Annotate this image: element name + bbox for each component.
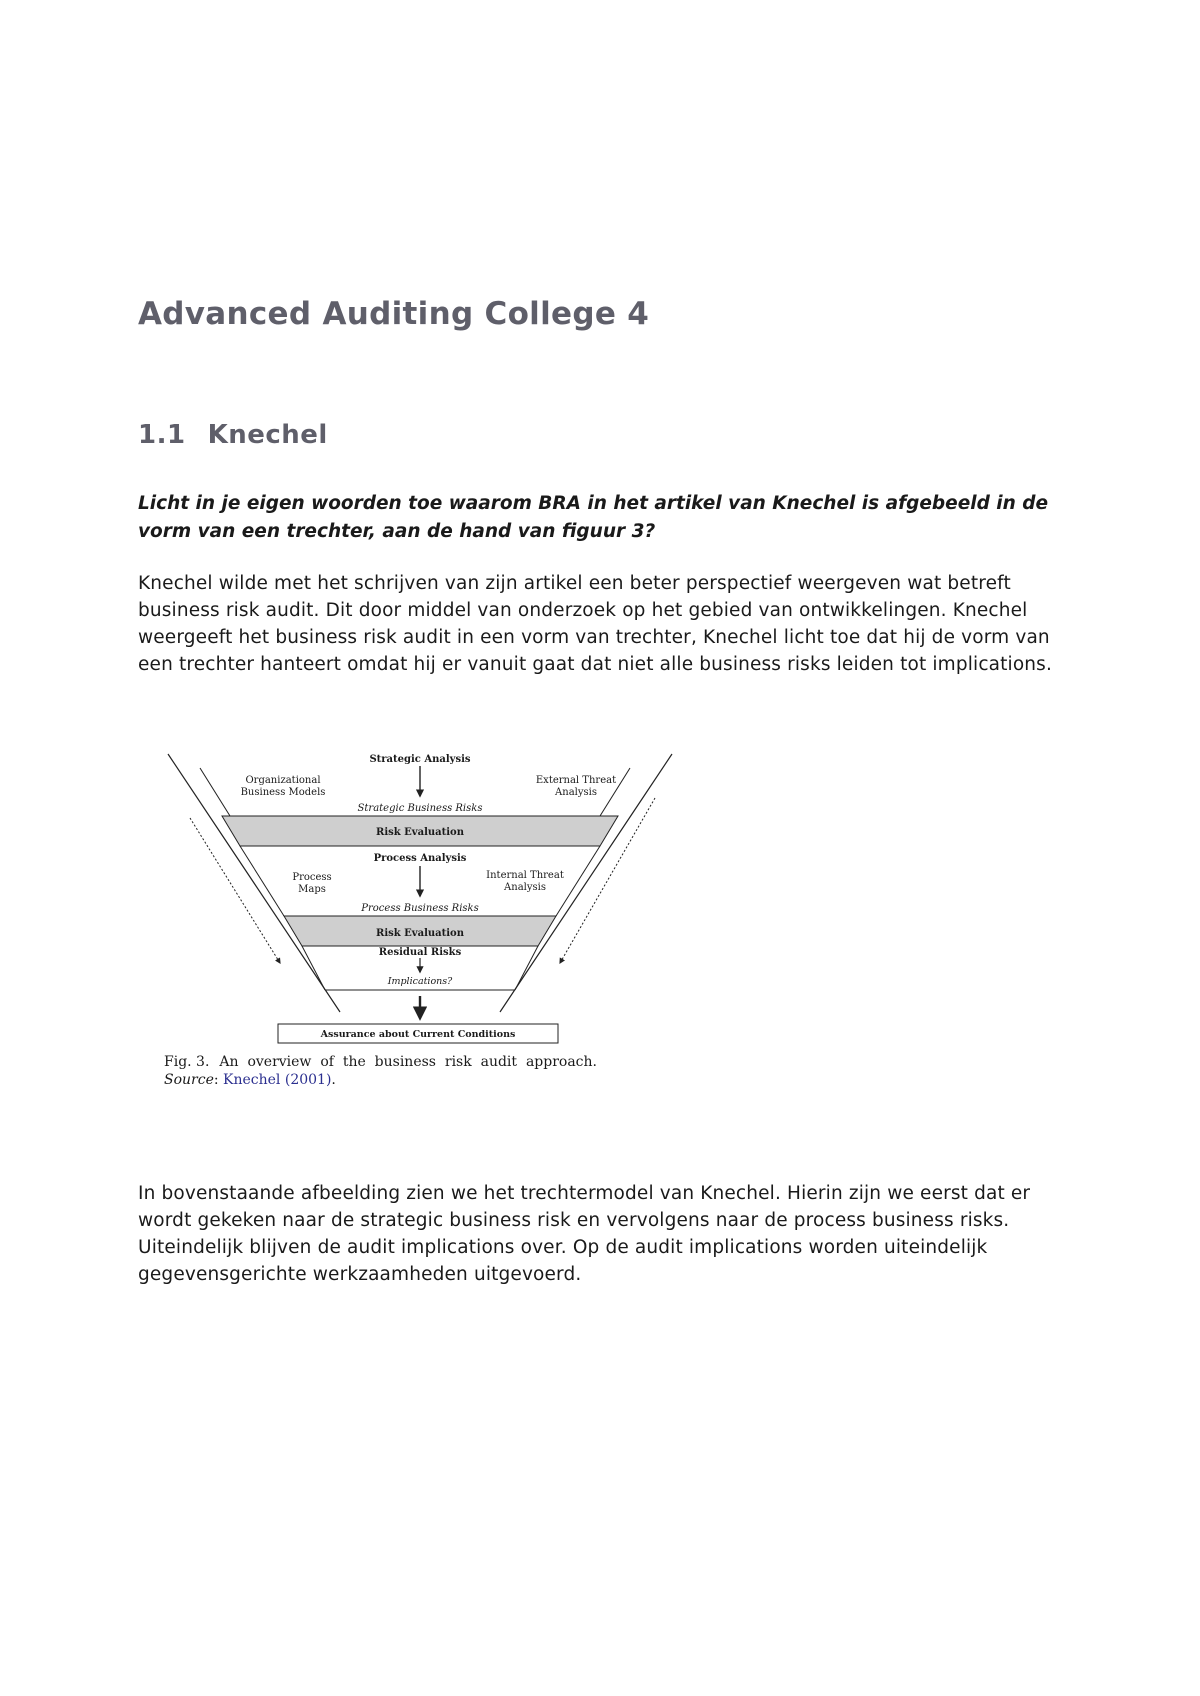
funnel-figure [160,748,680,1133]
label-process-analysis: Process Analysis [373,853,467,864]
label-internal-threat-2: Analysis [504,882,546,893]
figure-source [164,1072,336,1088]
inner-right-edge-mid [556,846,600,916]
inner-right-edge-low [515,946,538,990]
caption-text: An overview of the business risk audit approach. [219,1054,597,1070]
label-residual-risks: Residual Risks [378,947,462,958]
figure-caption [164,1054,597,1070]
label-process-business-risks: Process Business Risks [361,903,479,914]
label-assurance: Assurance about Current Conditions [320,1029,516,1040]
label-process-maps-2: Maps [298,884,326,895]
caption-fig-number: Fig. 3. [164,1054,210,1070]
label-org-models-2: Business Models [240,787,326,798]
source-separator: : [213,1072,224,1088]
label-strategic-business-risks: Strategic Business Risks [357,803,483,814]
label-internal-threat-1: Internal Threat [486,870,564,881]
inner-left-edge-mid [240,846,284,916]
source-end: . [331,1072,336,1088]
section-number: 1.1 [138,420,186,450]
paragraph-explanation: In bovenstaande afbeelding zien we het trechtermodel van Knechel. Hierin zijn we eerst dat er wordt gekeken naar de strategic business risk en vervolgens naar de process business risks. Uiteindelijk blijven de audit implications over. Op de audit implications worden uiteindelijk gegevensgerichte werkzaamheden uitgevoerd. [138,1183,1031,1285]
section-heading [138,420,328,450]
label-process-maps-1: Process [292,872,332,883]
section-title: Knechel [207,420,328,450]
label-external-threat-2: Analysis [555,787,597,798]
label-risk-evaluation-2: Risk Evaluation [376,928,464,939]
label-risk-evaluation-1: Risk Evaluation [376,827,464,838]
label-implications: Implications? [387,976,453,987]
paragraph-intro: Knechel wilde met het schrijven van zijn artikel een beter perspectief weergeven wat betreft business risk audit. Dit door middel van onderzoek op het gebied van ontwikkelingen. Knechel weergeeft het business risk audit in een vorm van trechter, Knechel licht toe dat hij de vorm van een trechter hanteert omdat hij er vanuit gaat dat niet alle business risks leiden tot implications. [138,573,1052,675]
funnel-diagram [160,748,680,1133]
label-strategic-analysis: Strategic Analysis [369,754,471,765]
inner-left-edge-low [302,946,325,990]
label-external-threat-1: External Threat [535,775,617,786]
source-label: Source [164,1072,214,1088]
question-text: Licht in je eigen woorden toe waarom BRA in het artikel van Knechel is afgebeeld in de vorm van een trechter, aan de hand van figuur 3? [138,493,1049,542]
source-link[interactable]: Knechel (2001) [223,1072,332,1088]
label-org-models-1: Organizational [245,775,321,786]
page-title: Advanced Auditing College 4 [138,296,650,332]
